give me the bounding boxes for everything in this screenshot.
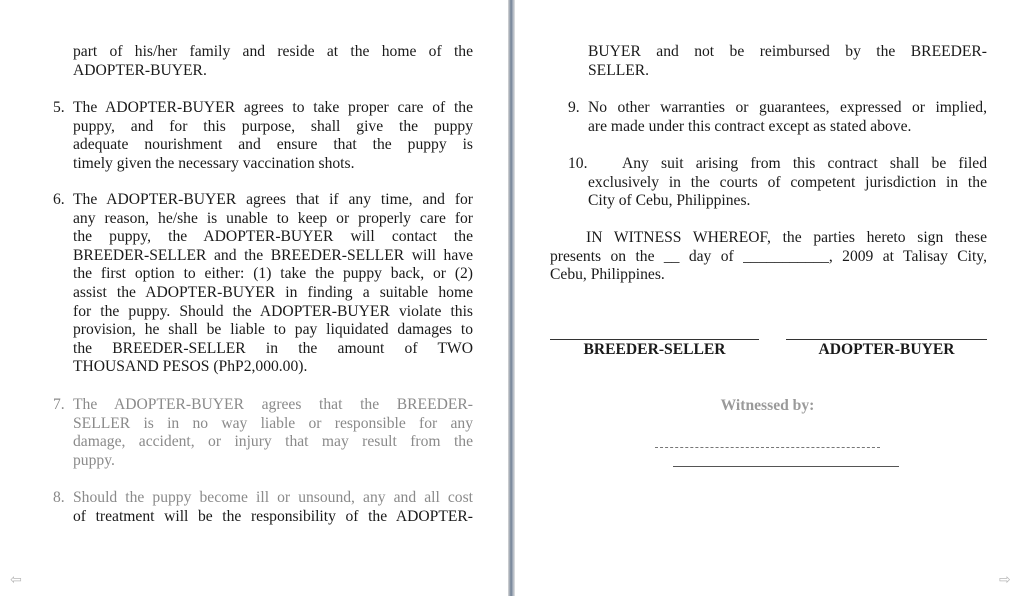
text-line: for the puppy. Should the ADOPTER-BUYER violate this — [73, 302, 473, 320]
text-line: part of his/her family and reside at the home of the — [73, 43, 473, 60]
text-line: The ADOPTER-BUYER agrees to take proper care of the — [73, 99, 473, 116]
clause-number: 8. — [53, 489, 65, 506]
clause-10 — [588, 155, 987, 211]
text-line: presents on the __ day of ___________, 2009 at Talisay City, — [550, 247, 987, 265]
text-line: puppy. — [73, 451, 115, 469]
continuation-paragraph — [588, 43, 987, 80]
text-line: SELLER is in no way liable or responsible for any — [73, 414, 473, 432]
page-divider — [508, 0, 515, 596]
text-line: exclusively in the courts of competent jurisdiction in the — [588, 173, 987, 191]
arrow-right-icon[interactable]: ⇨ — [999, 572, 1011, 588]
clause-number: 5. — [53, 99, 65, 116]
text-line: of treatment will be the responsibility of the ADOPTER- — [73, 507, 473, 525]
text-line: puppy, and for this purpose, shall give the puppy — [73, 117, 473, 135]
left-page — [0, 0, 508, 596]
clause-5 — [73, 99, 473, 173]
clause-7 — [73, 396, 473, 470]
clause-8 — [73, 489, 473, 526]
clause-9 — [588, 99, 987, 136]
clause-number: 7. — [53, 396, 65, 413]
text-line: IN WITNESS WHEREOF, the parties hereto sign these — [586, 229, 987, 246]
text-line: Cebu, Philippines. — [550, 266, 665, 284]
clause-6 — [73, 191, 473, 377]
text-line: BREEDER-SELLER and the BREEDER-SELLER will have — [73, 246, 473, 264]
text-line: ADOPTER-BUYER. — [73, 61, 207, 79]
witness-paragraph — [550, 229, 987, 285]
text-line: provision, he shall be liable to pay liquidated damages to — [73, 321, 473, 339]
text-line: damage, accident, or injury that may result from the — [73, 433, 473, 451]
text-line: the first option to either: (1) take the puppy back, or (2) — [73, 265, 473, 283]
text-line: SELLER. — [588, 61, 650, 79]
text-line: assist the ADOPTER-BUYER in finding a suitable home — [73, 283, 473, 301]
text-line: any reason, he/she is unable to keep or properly care for — [73, 209, 473, 227]
witness-signature-line — [673, 466, 899, 467]
clause-number: 6. — [53, 191, 65, 208]
intro-paragraph — [73, 43, 473, 80]
buyer-signature-label: ADOPTER-BUYER — [818, 341, 955, 358]
witnessed-by-label: Witnessed by: — [720, 397, 815, 414]
clause-number: 9. — [568, 99, 580, 116]
text-line: are made under this contract except as stated above. — [588, 117, 912, 135]
text-line: City of Cebu, Philippines. — [588, 192, 751, 210]
seller-signature-line — [550, 339, 759, 340]
text-line: No other warranties or guarantees, expressed or implied, — [588, 99, 987, 116]
text-line: Any suit arising from this contract shall be filed — [622, 155, 987, 172]
text-line: adequate nourishment and ensure that the puppy is — [73, 136, 473, 154]
text-line: timely given the necessary vaccination shots. — [73, 154, 355, 172]
witness-signature-line — [655, 447, 880, 448]
text-line: The ADOPTER-BUYER agrees that the BREEDER- — [73, 396, 473, 413]
buyer-signature-line — [786, 339, 987, 340]
right-page — [515, 0, 1023, 596]
arrow-left-icon[interactable]: ⇦ — [10, 572, 22, 588]
text-line: THOUSAND PESOS (PhP2,000.00). — [73, 358, 308, 376]
text-line: the BREEDER-SELLER in the amount of TWO — [73, 339, 473, 357]
text-line: The ADOPTER-BUYER agrees that if any time, and for — [73, 191, 473, 208]
clause-number: 10. — [568, 155, 588, 172]
seller-signature-label: BREEDER-SELLER — [583, 341, 726, 358]
text-line: Should the puppy become ill or unsound, any and all cost — [73, 489, 473, 506]
text-line: BUYER and not be reimbursed by the BREEDER- — [588, 43, 987, 60]
text-line: the puppy, the ADOPTER-BUYER will contact the — [73, 228, 473, 246]
